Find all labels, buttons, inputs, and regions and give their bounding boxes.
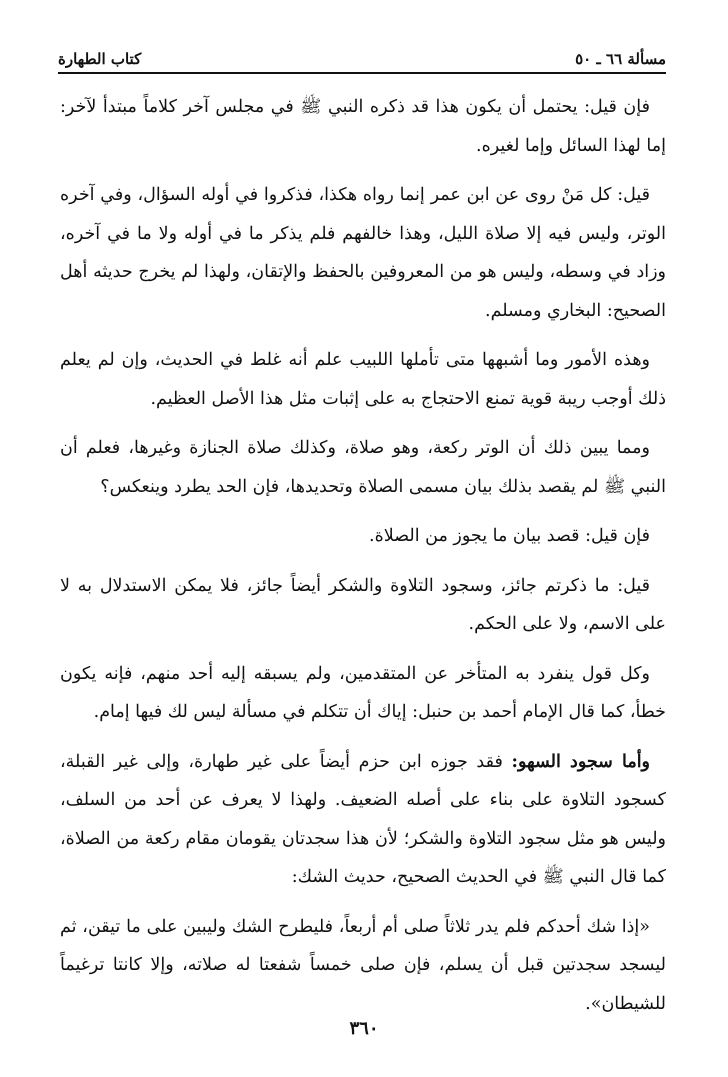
paragraph-text: قيل: كل مَنْ روى عن ابن عمر إنما رواه هكذا، فذكروا في أوله السؤال، وفي آخره الوتر، وليس فيه إلا صلاة الليل، وهذا خالفهم فلم يذكر ما في أوله ولا ما في آخره، وزاد في وسطه، وليس هو من المعروفين بالحفظ والإتقان، ولهذا لم يخرج حديثه أهل الصحيح: البخاري ومسلم. bbox=[60, 185, 666, 321]
paragraph bbox=[60, 176, 666, 330]
body-text bbox=[60, 88, 666, 1034]
header-book-title: كتاب الطهارة bbox=[58, 50, 142, 68]
paragraph-text: فقد جوزه ابن حزم أيضاً على غير طهارة، وإلى غير القبلة، كسجود التلاوة على بناء على أصله الضعيف. ولهذا لا يعرف عن أحد من السلف، وليس هو مثل سجود التلاوة والشكر؛ لأن هذا سجدتان يقومان مقام ركعة من الصلاة، كما قال النبي ﷺ في الحديث الصحيح، حديث الشك: bbox=[60, 751, 666, 887]
paragraph-text: وهذه الأمور وما أشبهها متى تأملها اللبيب علم أنه غلط في الحديث، وإن لم يعلم ذلك أوجب ريبة قوية تمنع الاحتجاج به على إثبات مثل هذا الأصل العظيم. bbox=[60, 350, 666, 409]
paragraph-text: ومما يبين ذلك أن الوتر ركعة، وهو صلاة، وكذلك صلاة الجنازة وغيرها، فعلم أن النبي ﷺ لم يقصد بذلك بيان مسمى الصلاة وتحديدها، فإن الحد يطرد وينعكس؟ bbox=[60, 438, 666, 497]
header-section-number: مسألة ٦٦ ـ ٥٠ bbox=[575, 50, 666, 68]
paragraph bbox=[60, 517, 666, 556]
paragraph bbox=[60, 567, 666, 644]
paragraph bbox=[60, 655, 666, 732]
paragraph-text: فإن قيل: قصد بيان ما يجوز من الصلاة. bbox=[369, 526, 650, 546]
paragraph bbox=[60, 88, 666, 165]
paragraph-text: فإن قيل: يحتمل أن يكون هذا قد ذكره النبي ﷺ في مجلس آخر كلاماً مبتدأ لآخر: إما لهذا السائل وإما لغيره. bbox=[60, 97, 666, 156]
paragraph-text: «إذا شك أحدكم فلم يدر ثلاثاً صلى أم أربعاً، فليطرح الشك وليبين على ما تيقن، ثم ليسجد سجدتين قبل أن يسلم، فإن صلى خمساً شفعتا له صلاته، وإلا كانتا ترغيماً للشيطان». bbox=[60, 916, 666, 1014]
paragraph bbox=[60, 341, 666, 418]
paragraph bbox=[60, 743, 666, 897]
paragraph bbox=[60, 908, 666, 1024]
paragraph-text: وكل قول ينفرد به المتأخر عن المتقدمين، ولم يسبقه إليه أحد منهم، فإنه يكون خطأ، كما قال الإمام أحمد بن حنبل: إياك أن تتكلم في مسألة ليس لك فيها إمام. bbox=[60, 663, 666, 722]
paragraph bbox=[60, 429, 666, 506]
running-header bbox=[58, 40, 666, 74]
page-number: ٣٦٠ bbox=[349, 1018, 379, 1039]
paragraph-lead: وأما سجود السهو: bbox=[511, 751, 651, 772]
paragraph-text: قيل: ما ذكرتم جائز، وسجود التلاوة والشكر أيضاً جائز، فلا يمكن الاستدلال به لا على الاسم، ولا على الحكم. bbox=[60, 575, 666, 634]
